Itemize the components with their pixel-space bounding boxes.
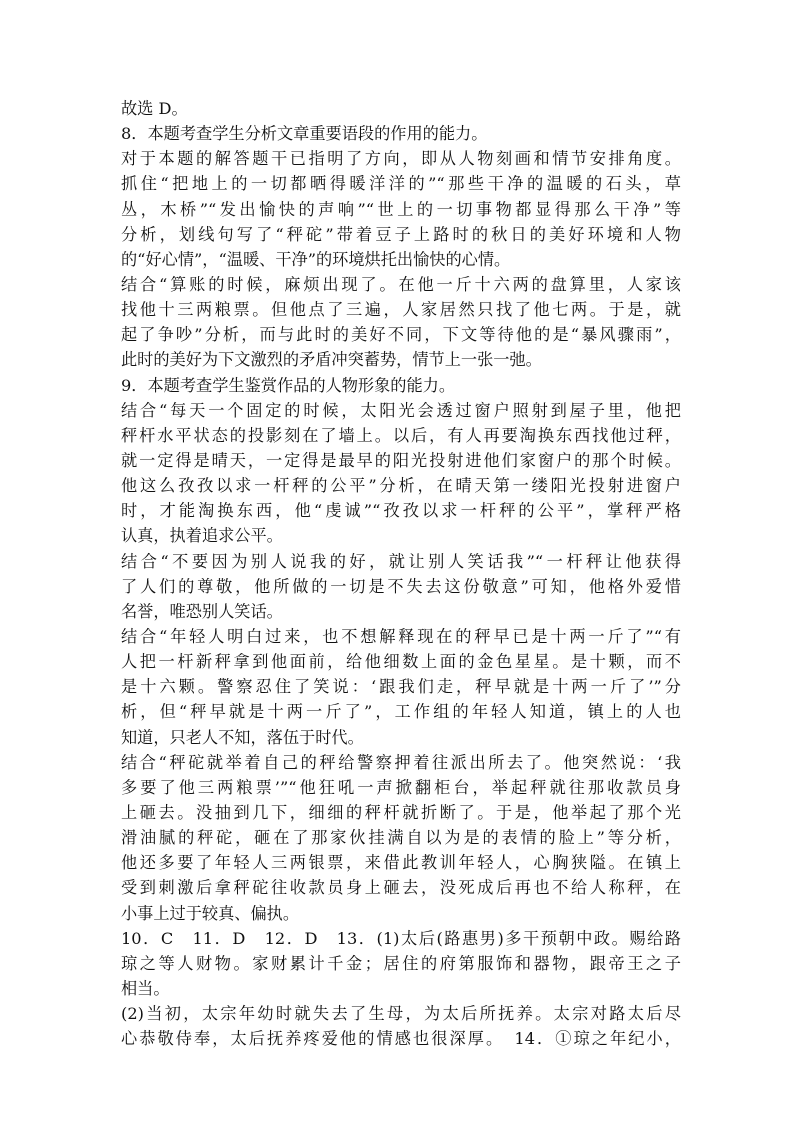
text-line: 找他十三两粮票。但他点了三遍，人家居然只找了他七两。于是，就: [121, 300, 681, 320]
text-line: 分析，划线句写了“秤砣”带着豆子上路时的秋日的美好环境和人物: [121, 224, 681, 244]
answer-text-block: [121, 96, 681, 1051]
text-line: 此时的美好为下文激烈的矛盾冲突蓄势，情节上一张一弛。: [121, 350, 542, 370]
text-line: 知道，只老人不知，落伍于时代。: [121, 727, 364, 747]
text-line: 结合“每天一个固定的时候，太阳光会透过窗户照射到屋子里，他把: [121, 400, 681, 420]
text-line: 析，但“秤早就是十两一斤了”，工作组的年轻人知道，镇上的人也: [121, 702, 681, 722]
text-line: 对于本题的解答题干已指明了方向，即从人物刻画和情节安排角度。: [121, 149, 681, 169]
text-line: 多要了他三两粮票’”“他狂吼一声掀翻柜台，举起秤就往那收款员身: [121, 777, 681, 797]
text-line: 结合“秤砣就举着自己的秤给警察押着往派出所去了。他突然说：‘我: [121, 752, 681, 772]
answers-10-13-line: 10．C 11．D 12．D 13．(1)太后(路惠男)多干预朝中政。赐给路: [121, 928, 681, 948]
text-line: 的“好心情”，“温暖、干净”的环境烘托出愉快的心情。: [121, 249, 511, 269]
text-line: 了人们的尊敬，他所做的一切是不失去这份敬意”可知，他格外爱惜: [121, 576, 681, 596]
text-line: 小事上过于较真、偏执。: [121, 903, 300, 923]
text-line: 相当。: [121, 978, 170, 998]
text-line: 故选 D。: [121, 99, 188, 118]
question-8-heading: 8．本题考查学生分析文章重要语段的作用的能力。: [121, 124, 488, 144]
text-line: 就一定得是晴天，一定得是最早的阳光投射进他们家窗户的那个时候。: [121, 450, 681, 470]
text-line: 琼之等人财物。家财累计千金；居住的府第服饰和器物，跟帝王之子: [121, 953, 681, 973]
text-line: 滑油腻的秤砣，砸在了那家伙挂满自以为是的表情的脸上”等分析，: [121, 828, 681, 848]
text-line: 他还多要了年轻人三两银票，来借此教训年轻人，心胸狭隘。在镇上: [121, 853, 681, 873]
text-line: 抓住“把地上的一切都晒得暖洋洋的”“那些干净的温暖的石头，草: [121, 174, 681, 194]
text-line: 丛，木桥”“发出愉快的声响”“世上的一切事物都显得那么干净”等: [121, 199, 681, 219]
text-line: 是十六颗。警察忍住了笑说：‘跟我们走，秤早就是十两一斤了’”分: [121, 677, 681, 697]
text-line: 结合“算账的时候，麻烦出现了。在他一斤十六两的盘算里，人家该: [121, 274, 681, 294]
text-line: 心恭敬侍奉，太后抚养疼爱他的情感也很深厚。 14．①琼之年纪小，: [121, 1029, 681, 1049]
text-line: 他这么孜孜以求一杆秤的公平”分析，在晴天第一缕阳光投射进窗户: [121, 476, 681, 496]
text-line: 人把一杆新秤拿到他面前，给他细数上面的金色星星。是十颗，而不: [121, 652, 681, 672]
text-line: 时，才能淘换东西，他“虔诚”“孜孜以求一杆秤的公平”，掌秤严格: [121, 501, 681, 521]
text-line: 结合“年轻人明白过来，也不想解释现在的秤早已是十两一斤了”“有: [121, 626, 681, 646]
text-line: 名誉，唯恐别人笑话。: [121, 601, 283, 621]
text-line: 起了争吵”分析，而与此时的美好不同，下文等待他的是“暴风骤雨”，: [121, 325, 681, 345]
text-line: 受到刺激后拿秤砣往收款员身上砸去，没死成后再也不给人称秤，在: [121, 878, 681, 898]
text-line: 秤杆水平状态的投影刻在了墙上。以后，有人再要淘换东西找他过秤，: [121, 425, 681, 445]
text-line: 上砸去。没抽到几下，细细的秤杆就折断了。于是，他举起了那个光: [121, 802, 681, 822]
question-9-heading: 9．本题考查学生鉴赏作品的人物形象的能力。: [121, 375, 456, 395]
text-line: 认真，执着追求公平。: [121, 526, 283, 546]
text-line: (2)当初，太宗年幼时就失去了生母，为太后所抚养。太宗对路太后尽: [121, 1004, 681, 1024]
text-line: 结合“不要因为别人说我的好，就让别人笑话我”“一杆秤让他获得: [121, 551, 681, 571]
